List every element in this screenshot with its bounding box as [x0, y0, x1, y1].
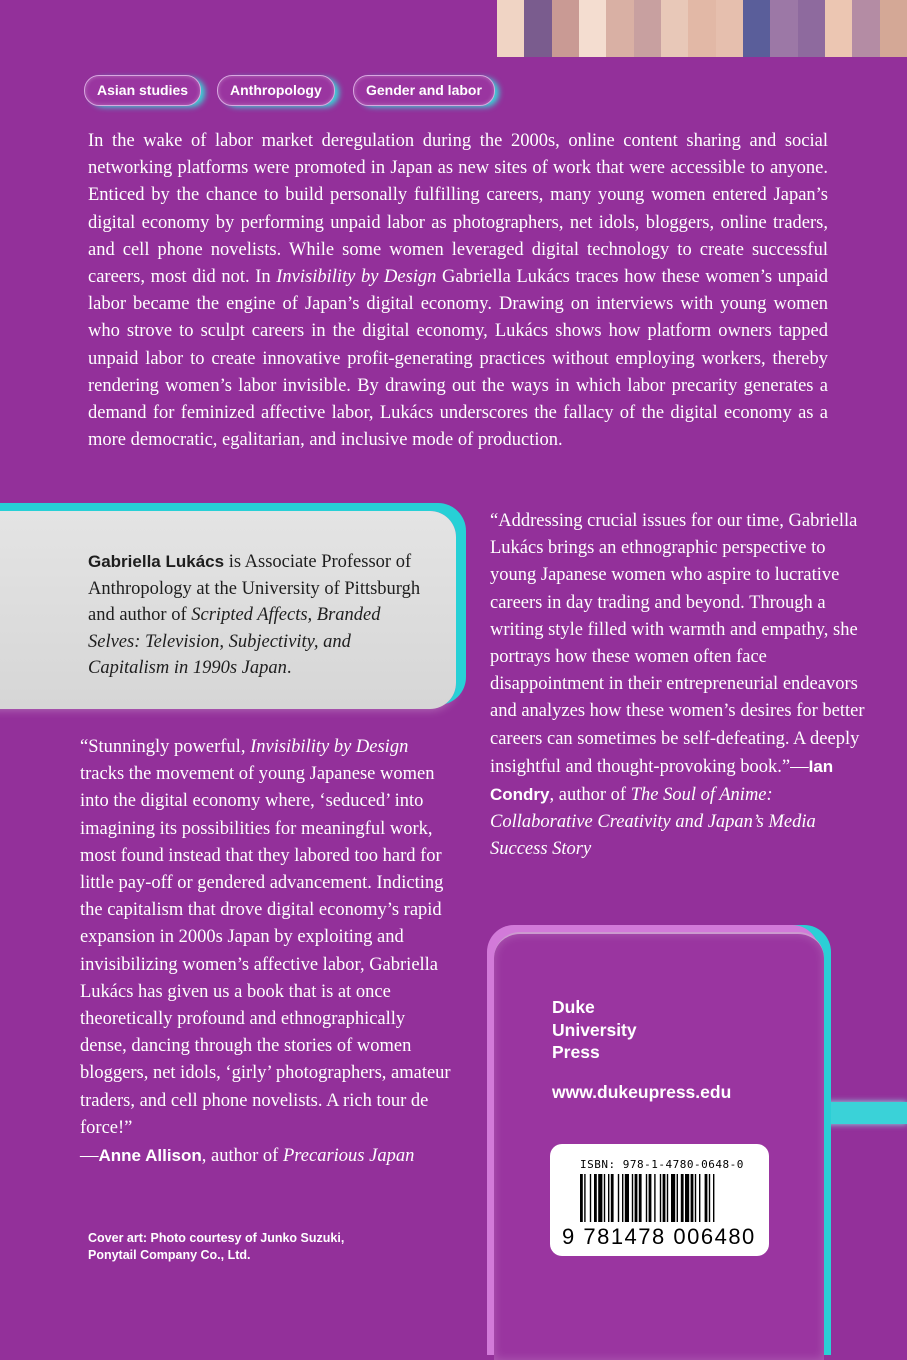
pixel-tile	[661, 0, 688, 29]
blurb-condry-author: Ian Condry	[490, 756, 834, 805]
pixel-tile	[497, 29, 524, 58]
blurb-allison-title: Invisibility by Design	[250, 737, 409, 757]
barcode-bar	[604, 1174, 605, 1222]
pixel-tile	[716, 29, 743, 58]
barcode-bar	[699, 1174, 700, 1222]
publisher-name	[552, 996, 752, 1064]
pixel-tile	[880, 0, 907, 29]
pixel-tile	[825, 0, 852, 29]
pixelated-photo	[497, 0, 907, 57]
tag-gender-and-labor: Gender and labor	[353, 75, 495, 106]
barcode-bar	[639, 1174, 642, 1222]
cover-art-line-2: Ponytail Company Co., Ltd.	[88, 1247, 251, 1262]
barcode-bar	[667, 1174, 668, 1222]
author-bio-end: .	[286, 658, 292, 678]
pixel-tile	[606, 29, 633, 58]
barcode-bar	[611, 1174, 614, 1222]
pixel-tile	[716, 0, 743, 29]
pixel-tile	[552, 29, 579, 58]
pixel-tile	[661, 29, 688, 58]
description-text-2: Gabriella Lukács traces how these women’s unpaid labor became the engine of Japan’s digital economy. Drawing on interviews with young women who strove to sculpt careers in the digital economy, Lukács shows how platform owners tapped unpaid labor to create innovative profit-generating practices without employing workers, thereby rendering women’s labor invisible. By drawing out the ways in which labor precarity generates a demand for feminized affective labor, Lukács underscores the fallacy of the digital economy as a more democratic, egalitarian, and inclusive mode of production.	[88, 267, 828, 451]
blurb-condry-dash: —	[790, 756, 809, 777]
pixel-tile	[852, 29, 879, 58]
barcode-bar	[635, 1174, 638, 1222]
barcode-bar	[695, 1174, 696, 1222]
pixel-tile	[524, 29, 551, 58]
pixel-tile	[688, 29, 715, 58]
blurb-allison-body: tracks the movement of young Japanese women into the digital economy where, ‘seduced’ into imagining its possibilities for meaningful work, most found instead that they labored too hard for little pay-off or gendered advancement. Indicting the capitalism that drove digital economy’s rapid expansion in 2000s Japan by exploiting and invisibilizing women’s affective labor, Gabriella Lukács has given us a book that is at once theoretically profound and ethnographically dense, dancing through the stories of women bloggers, net idols, ‘girly’ photographers, amateur traders, and cell phone novelists. A rich tour de force!”	[80, 764, 451, 1138]
barcode-bar	[649, 1174, 652, 1222]
blurb-allison-author: Anne Allison	[98, 1146, 202, 1166]
barcode-bar	[681, 1174, 684, 1222]
cover-art-credit	[88, 1230, 388, 1263]
blurb-allison	[80, 734, 452, 1170]
blurb-allison-dash: —	[80, 1146, 99, 1167]
barcode-bar	[705, 1174, 708, 1222]
pixel-tile	[634, 29, 661, 58]
publisher-name-line-1: Duke	[552, 997, 595, 1017]
pixel-tile	[579, 0, 606, 29]
barcode-bar	[685, 1174, 689, 1222]
barcode-bar	[590, 1174, 591, 1222]
barcode-bar	[646, 1174, 647, 1222]
pixel-tile	[798, 0, 825, 29]
barcode-digits: 9 781478 006480	[562, 1224, 756, 1249]
description-book-title: Invisibility by Design	[276, 267, 437, 288]
barcode-bar	[598, 1174, 602, 1222]
pixel-tile	[852, 0, 879, 29]
pixel-tile	[798, 29, 825, 58]
pixel-tile	[743, 0, 770, 29]
pixel-tile	[634, 0, 661, 29]
book-description	[88, 128, 828, 454]
barcode-bar	[618, 1174, 619, 1222]
barcode-bar	[709, 1174, 710, 1222]
blurb-condry-role: , author of	[549, 785, 631, 806]
pixel-tile	[688, 0, 715, 29]
blurb-condry	[490, 508, 870, 864]
pixel-tile	[606, 0, 633, 29]
author-previous-book: Scripted Affects, Branded Selves: Television, Subjectivity, and Capitalism in 1990s Japan	[88, 605, 381, 678]
pixel-tile	[497, 0, 524, 29]
tag-anthropology: Anthropology	[217, 75, 335, 106]
blurb-condry-body: “Addressing crucial issues for our time, Gabriella Lukács brings an ethnographic perspective to young Japanese women who aspire to lucrative careers in day trading and beyond. Through a writing style filled with warmth and empathy, she portrays how these women often face disappointment in their entrepreneurial endeavors and analyzes how these women’s desires for better careers can sometimes be self-defeating. A deeply insightful and thought-provoking book.”	[490, 511, 865, 777]
barcode-bar	[677, 1174, 678, 1222]
blurb-condry-author-book: The Soul of Anime: Collaborative Creativity and Japan’s Media Success Story	[490, 785, 816, 860]
barcode-bar	[584, 1174, 585, 1222]
isbn-barcode	[550, 1144, 769, 1256]
publisher-name-line-2: University	[552, 1019, 637, 1040]
pixel-tile	[825, 29, 852, 58]
pixel-tile	[770, 0, 797, 29]
decorative-cyan-strip	[824, 1102, 907, 1124]
barcode-bar	[594, 1174, 597, 1222]
author-bio-text: is Associate Professor of Anthropology at the University of Pittsburgh and author of	[88, 552, 421, 625]
blurb-allison-role: , author of	[201, 1146, 283, 1167]
barcode-bar	[632, 1174, 633, 1222]
pixel-tile	[552, 0, 579, 29]
author-name: Gabriella Lukács	[88, 552, 225, 571]
barcode-bar	[622, 1174, 623, 1222]
blurb-allison-open: “Stunningly powerful,	[80, 737, 251, 757]
barcode-bar	[691, 1174, 694, 1222]
barcode-bar	[713, 1174, 714, 1222]
barcode-bar	[625, 1174, 629, 1222]
pixel-tile	[770, 29, 797, 58]
tag-asian-studies: Asian studies	[84, 75, 201, 106]
blurb-allison-author-book: Precarious Japan	[282, 1146, 415, 1167]
cover-art-line-1: Cover art: Photo courtesy of Junko Suzuki,	[88, 1231, 345, 1245]
barcode-bar	[663, 1174, 666, 1222]
barcode-bar	[608, 1174, 609, 1222]
barcode-bar	[671, 1174, 675, 1222]
pixel-tile	[524, 0, 551, 29]
pixel-tile	[743, 29, 770, 58]
author-bio	[88, 549, 428, 682]
publisher-url[interactable]: www.dukeupress.edu	[552, 1082, 732, 1102]
description-text-1: In the wake of labor market deregulation during the 2000s, online content sharing and social networking platforms were promoted in Japan as new sites of work that were accessible to anyone. Enticed by the chance to build personally fulfilling careers, many young women entered Japan’s digital economy by performing unpaid labor as photographers, net idols, bloggers, online traders, and cell phone novelists. While some women leveraged digital technology to create successful careers, most did not. In	[88, 131, 828, 288]
isbn-label: ISBN: 978-1-4780-0648-0	[580, 1158, 744, 1171]
publisher-name-line-3: Press	[552, 1042, 600, 1062]
pixel-tile	[880, 29, 907, 58]
pixel-tile	[579, 29, 606, 58]
barcode-bar	[580, 1174, 583, 1222]
barcode-bar	[654, 1174, 655, 1222]
barcode-bar	[660, 1174, 661, 1222]
